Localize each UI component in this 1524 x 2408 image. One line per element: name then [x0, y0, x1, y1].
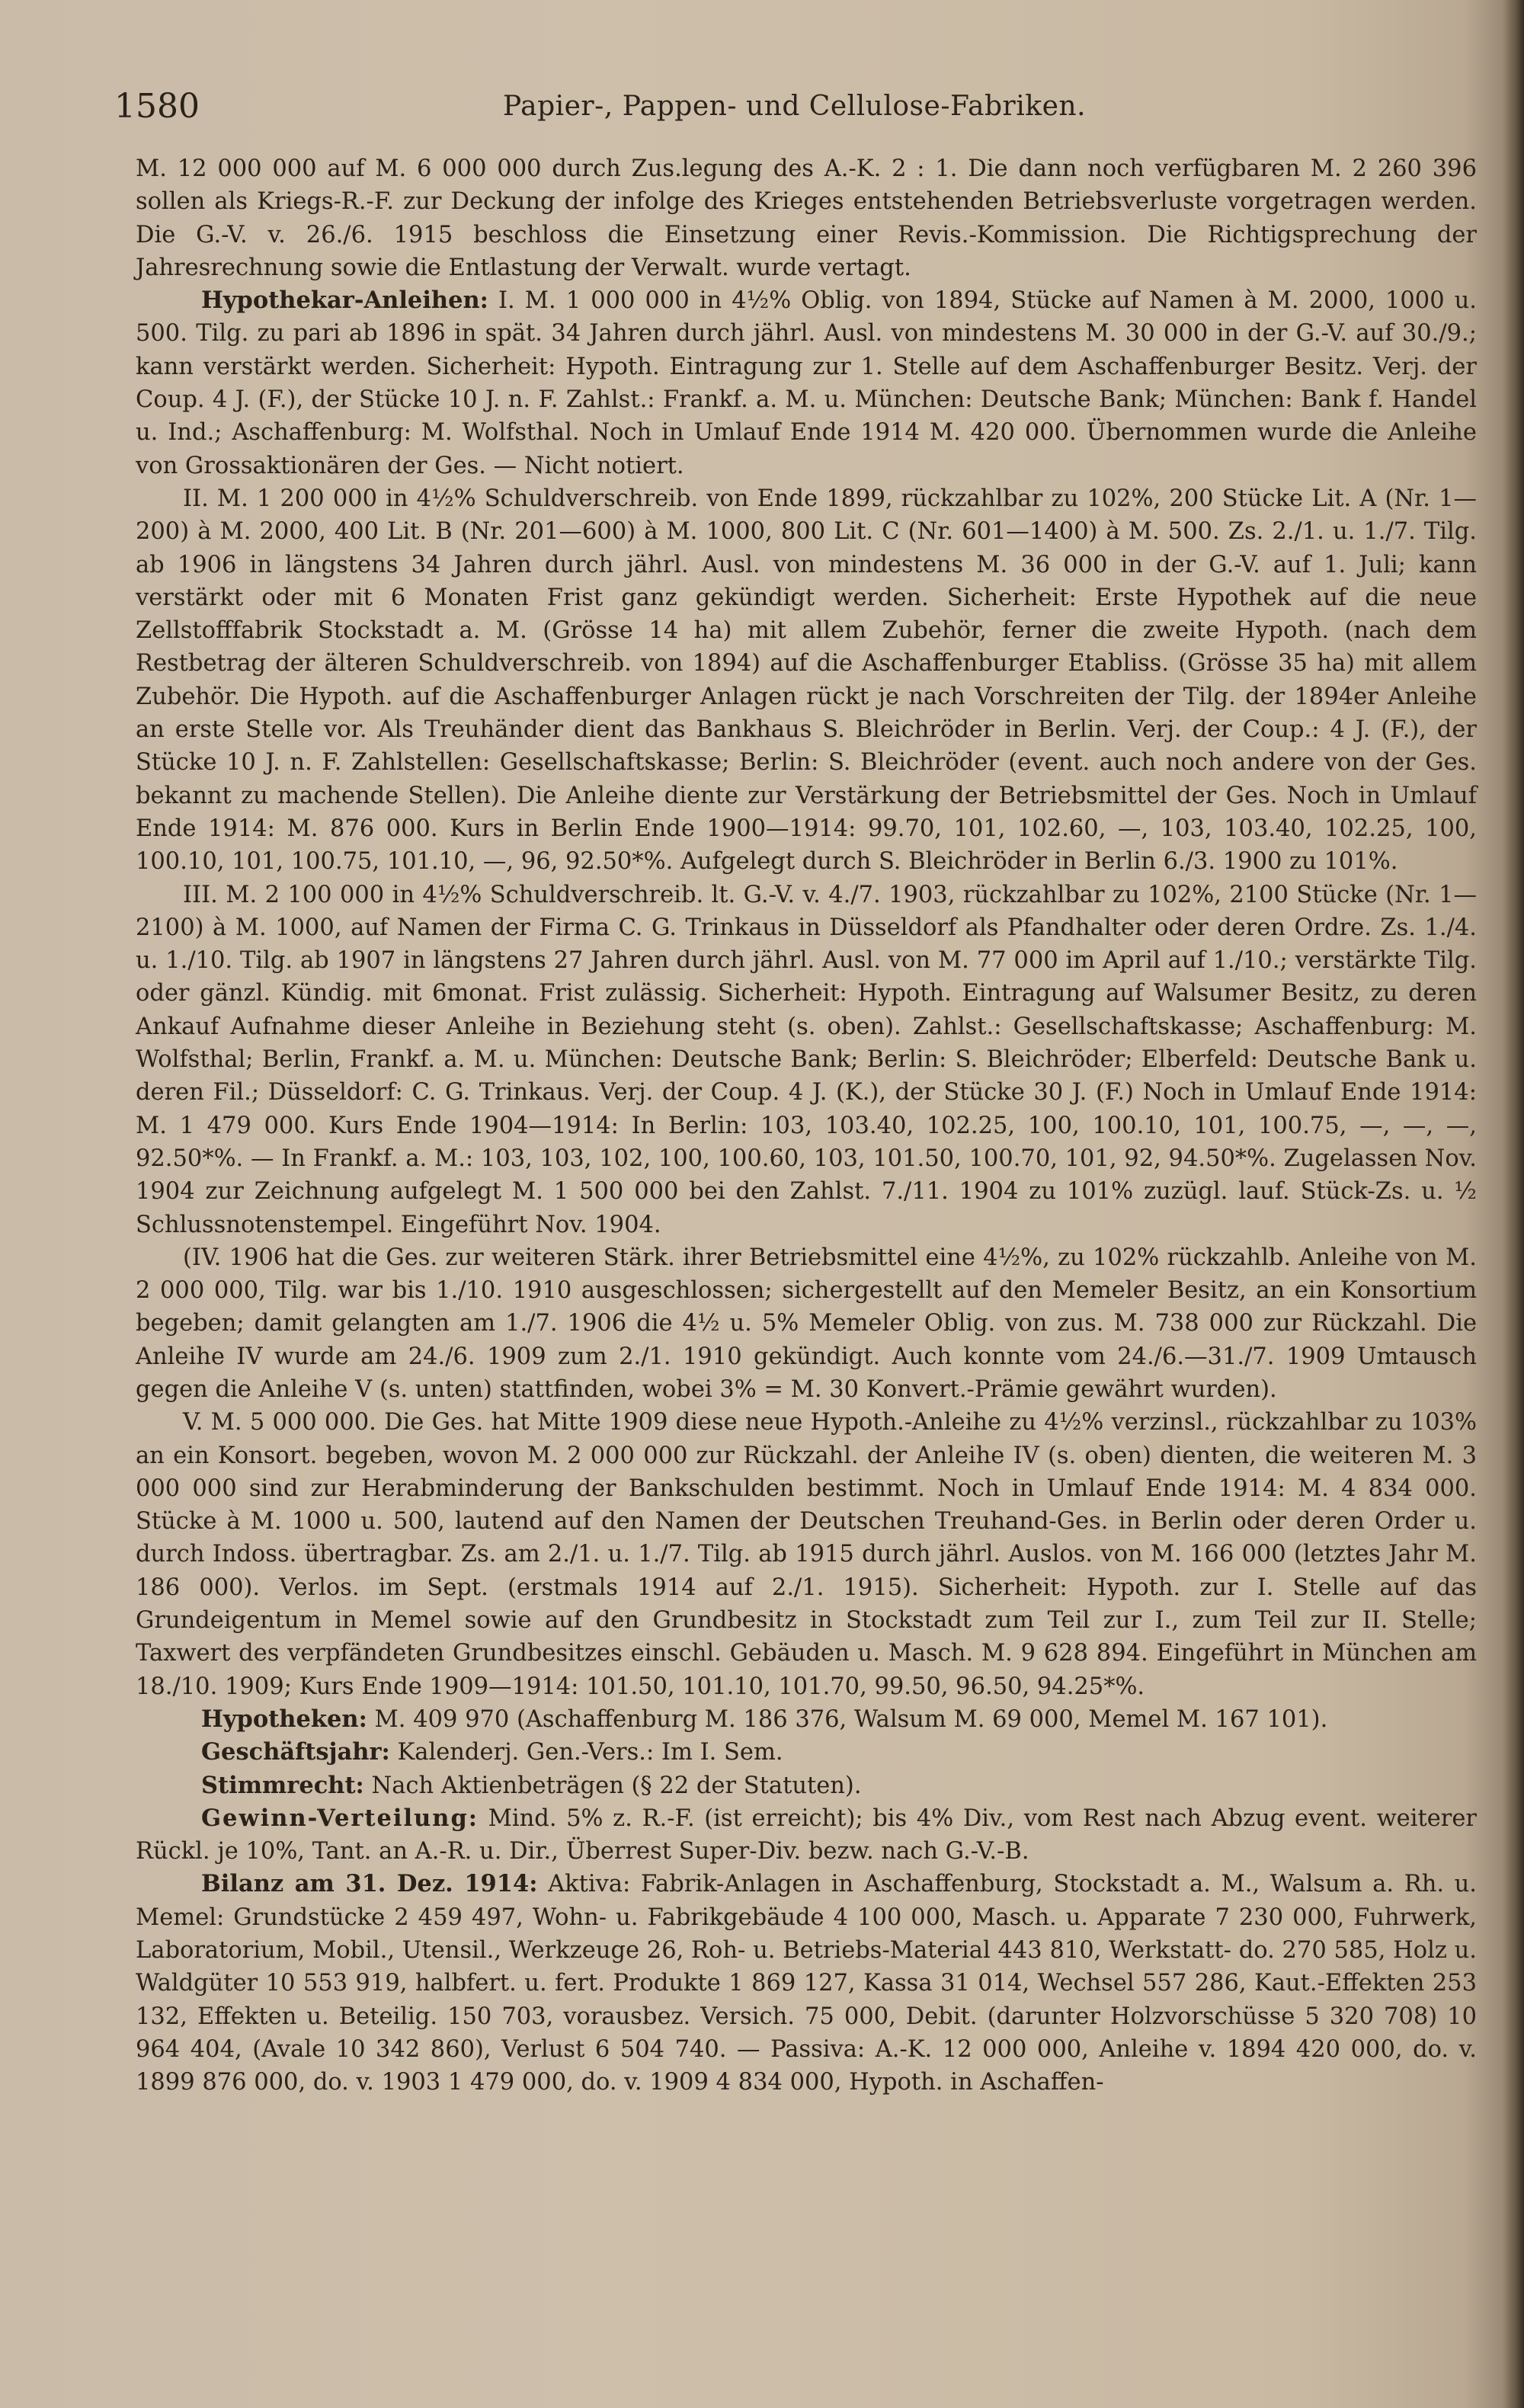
paragraph-loan-v: V. M. 5 000 000. Die Ges. hat Mitte 1909 diese neue Hypoth.-Anleihe zu 4½% verzinsl., rückzahlbar zu 103% an ein Konsort. begeben, wovon M. 2 000 000 zur Rückzahl. der Anleihe IV (s. oben) dienten, die weiteren M. 3 000 000 sind zur Herabminderung der Bankschulden bestimmt. Noch in Umlauf Ende 1914: M. 4 834 000. Stücke à M. 1000 u. 500, lautend auf den Namen der Deutschen Treuhand-Ges. in Berlin oder deren Order u. durch Indoss. übertragbar. Zs. am 2./1. u. 1./7. Tilg. ab 1915 durch jährl. Auslos. von M. 166 000 (letztes Jahr M. 186 000). Verlos. im Sept. (erstmals 1914 auf 2./1. 1915). Sicherheit: Hypoth. zur I. Stelle auf das Grundeigentum in Memel sowie auf den Grundbesitz in Stockstadt zum Teil zur I., zum Teil zur II. Stelle; Taxwert des verpfändeten Grundbesitzes einschl. Gebäuden u. Masch. M. 9 628 894. Eingeführt in München am 18./10. 1909; Kurs Ende 1909—1914: 101.50, 101.10, 101.70, 99.50, 96.50, 94.25*%.	[136, 1409, 1477, 1700]
paragraph-mortgages: Hypotheken: M. 409 970 (Aschaffenburg M. 186 376, Walsum M. 69 000, Memel M. 167 101).	[201, 1705, 1328, 1733]
section-label-mortgage-loans: Hypothekar-Anleihen:	[201, 287, 488, 315]
paragraph-balance-sheet: Bilanz am 31. Dez. 1914: Aktiva: Fabrik-Anlagen in Aschaffenburg, Stockstadt a. M., Walsum a. Rh. u. Memel: Grundstücke 2 459 497, Wohn- u. Fabrikgebäude 4 100 000, Masch. u. Apparate 7 230 000, Fuhrwerk, Laboratorium, Mobil., Utensil., Werkzeuge 26, Roh- u. Betriebs-Material 443 810, Werkstatt- do. 270 585, Holz u. Waldgüter 10 553 919, halbfert. u. fert. Produkte 1 869 127, Kassa 31 014, Wechsel 557 286, Kaut.-Effekten 253 132, Effekten u. Beteilig. 150 703, vorausbez. Versich. 75 000, Debit. (darunter Holzvorschüsse 5 320 708) 10 964 404, (Avale 10 342 860), Verlust 6 504 740. — Passiva: A.-K. 12 000 000, Anleihe v. 1894 420 000, do. v. 1899 876 000, do. v. 1903 1 479 000, do. v. 1909 4 834 000, Hypoth. in Aschaffen-	[136, 1870, 1477, 2096]
section-label-balance-sheet: Bilanz am 31. Dez. 1914:	[201, 1870, 538, 1898]
page-edge-shadow	[1503, 0, 1524, 2408]
running-title: Papier-, Pappen- und Cellulose-Fabriken.	[503, 91, 1087, 122]
paragraph-mortgage-loans-i: Hypothekar-Anleihen: I. M. 1 000 000 in 4½% Oblig. von 1894, Stücke auf Namen à M. 2000, 1000 u. 500. Tilg. zu pari ab 1896 in spät. 34 Jahren durch jährl. Ausl. von mindestens M. 30 000 in der G.-V. auf 30./9.; kann verstärkt werden. Sicherheit: Hypoth. Eintragung zur 1. Stelle auf dem Aschaffenburger Besitz. Verj. der Coup. 4 J. (F.), der Stücke 10 J. n. F. Zahlst.: Frankf. a. M. u. München: Deutsche Bank; München: Bank f. Handel u. Ind.; Aschaffenburg: M. Wolfsthal. Noch in Umlauf Ende 1914 M. 420 000. Übernommen wurde die Anleihe von Grossaktionären der Ges. — Nicht notiert.	[136, 287, 1477, 479]
paragraph-voting-rights: Stimmrecht: Nach Aktienbeträgen (§ 22 der Statuten).	[201, 1771, 862, 1799]
page-number: 1580	[114, 87, 200, 126]
paragraph-loan-iii: III. M. 2 100 000 in 4½% Schuldverschreib. lt. G.-V. v. 4./7. 1903, rückzahlbar zu 102%, 2100 Stücke (Nr. 1—2100) à M. 1000, auf Namen der Firma C. G. Trinkaus in Düsseldorf als Pfandhalter oder deren Ordre. Zs. 1./4. u. 1./10. Tilg. ab 1907 in längstens 27 Jahren durch jährl. Ausl. von M. 77 000 im April auf 1./10.; verstärkte Tilg. oder gänzl. Kündig. mit 6monat. Frist zulässig. Sicherheit: Hypoth. Eintragung auf Walsumer Besitz, zu deren Ankauf Aufnahme dieser Anleihe in Beziehung steht (s. oben). Zahlst.: Gesellschaftskasse; Aschaffenburg: M. Wolfsthal; Berlin, Frankf. a. M. u. München: Deutsche Bank; Berlin: S. Bleichröder; Elberfeld: Deutsche Bank u. deren Fil.; Düsseldorf: C. G. Trinkaus. Verj. der Coup. 4 J. (K.), der Stücke 30 J. (F.) Noch in Umlauf Ende 1914: M. 1 479 000. Kurs Ende 1904—1914: In Berlin: 103, 103.40, 102.25, 100, 100.10, 101, 100.75, —, —, —, 92.50*%. — In Frankf. a. M.: 103, 103, 102, 100, 100.60, 103, 101.50, 100.70, 101, 92, 94.50*%. Zugelassen Nov. 1904 zur Zeichnung aufgelegt M. 1 500 000 bei den Zahlst. 7./11. 1904 zu 101% zuzügl. lauf. Stück-Zs. u. ½ Schlussnotenstempel. Eingeführt Nov. 1904.	[136, 881, 1477, 1238]
paragraph-loan-iv: (IV. 1906 hat die Ges. zur weiteren Stärk. ihrer Betriebsmittel eine 4½%, zu 102% rückzahlb. Anleihe von M. 2 000 000, Tilg. war bis 1./10. 1910 ausgeschlossen; sichergestellt auf den Memeler Besitz, an ein Konsortium begeben; damit gelangten am 1./7. 1906 die 4½ u. 5% Memeler Oblig. von zus. M. 738 000 zur Rückzahl. Die Anleihe IV wurde am 24./6. 1909 zum 2./1. 1910 gekündigt. Auch konnte vom 24./6.—31./7. 1909 Umtausch gegen die Anleihe V (s. unten) stattfinden, wobei 3% = M. 30 Konvert.-Prämie gewährt wurden).	[136, 1244, 1477, 1403]
section-label-voting-rights: Stimmrecht:	[201, 1771, 364, 1799]
section-label-profit-distribution: Gewinn-Verteilung:	[201, 1804, 479, 1832]
paragraph-fiscal-year: Geschäftsjahr: Kalenderj. Gen.-Vers.: Im I. Sem.	[201, 1738, 783, 1766]
section-label-mortgages: Hypotheken:	[201, 1705, 367, 1733]
section-label-fiscal-year: Geschäftsjahr:	[201, 1738, 390, 1766]
main-text	[136, 152, 1477, 2099]
paragraph-loan-ii: II. M. 1 200 000 in 4½% Schuldverschreib. von Ende 1899, rückzahlbar zu 102%, 200 Stücke Lit. A (Nr. 1—200) à M. 2000, 400 Lit. B (Nr. 201—600) à M. 1000, 800 Lit. C (Nr. 601—1400) à M. 500. Zs. 2./1. u. 1./7. Tilg. ab 1906 in längstens 34 Jahren durch jährl. Ausl. von mindestens M. 36 000 in der G.-V. auf 1. Juli; kann verstärkt oder mit 6 Monaten Frist ganz gekündigt werden. Sicherheit: Erste Hypothek auf die neue Zellstofffabrik Stockstadt a. M. (Grösse 14 ha) mit allem Zubehör, ferner die zweite Hypoth. (nach dem Restbetrag der älteren Schuldverschreib. von 1894) auf die Aschaffenburger Etabliss. (Grösse 35 ha) mit allem Zubehör. Die Hypoth. auf die Aschaffenburger Anlagen rückt je nach Vorschreiten der Tilg. der 1894er Anleihe an erste Stelle vor. Als Treuhänder dient das Bankhaus S. Bleichröder in Berlin. Verj. der Coup.: 4 J. (F.), der Stücke 10 J. n. F. Zahlstellen: Gesellschaftskasse; Berlin: S. Bleichröder (event. auch noch andere von der Ges. bekannt zu machende Stellen). Die Anleihe diente zur Verstärkung der Betriebsmittel der Ges. Noch in Umlauf Ende 1914: M. 876 000. Kurs in Berlin Ende 1900—1914: 99.70, 101, 102.60, —, 103, 103.40, 102.25, 100, 100.10, 101, 100.75, 101.10, —, 96, 92.50*%. Aufgelegt durch S. Bleichröder in Berlin 6./3. 1900 zu 101%.	[136, 485, 1477, 876]
paragraph-profit-distribution: Gewinn-Verteilung: Mind. 5% z. R.-F. (ist erreicht); bis 4% Div., vom Rest nach Abzug event. weiterer Rückl. je 10%, Tant. an A.-R. u. Dir., Überrest Super-Div. bezw. nach G.-V.-B.	[136, 1804, 1477, 1865]
page-header	[114, 84, 1478, 130]
paragraph-capital-reduction: M. 12 000 000 auf M. 6 000 000 durch Zus.legung des A.-K. 2 : 1. Die dann noch verfügbaren M. 2 260 396 sollen als Kriegs-R.-F. zur Deckung der infolge des Krieges entstehenden Betriebsverluste vorgetragen werden. Die G.-V. v. 26./6. 1915 beschloss die Einsetzung einer Revis.-Kommission. Die Richtigsprechung der Jahresrechnung sowie die Entlastung der Verwalt. wurde vertagt.	[136, 155, 1477, 281]
